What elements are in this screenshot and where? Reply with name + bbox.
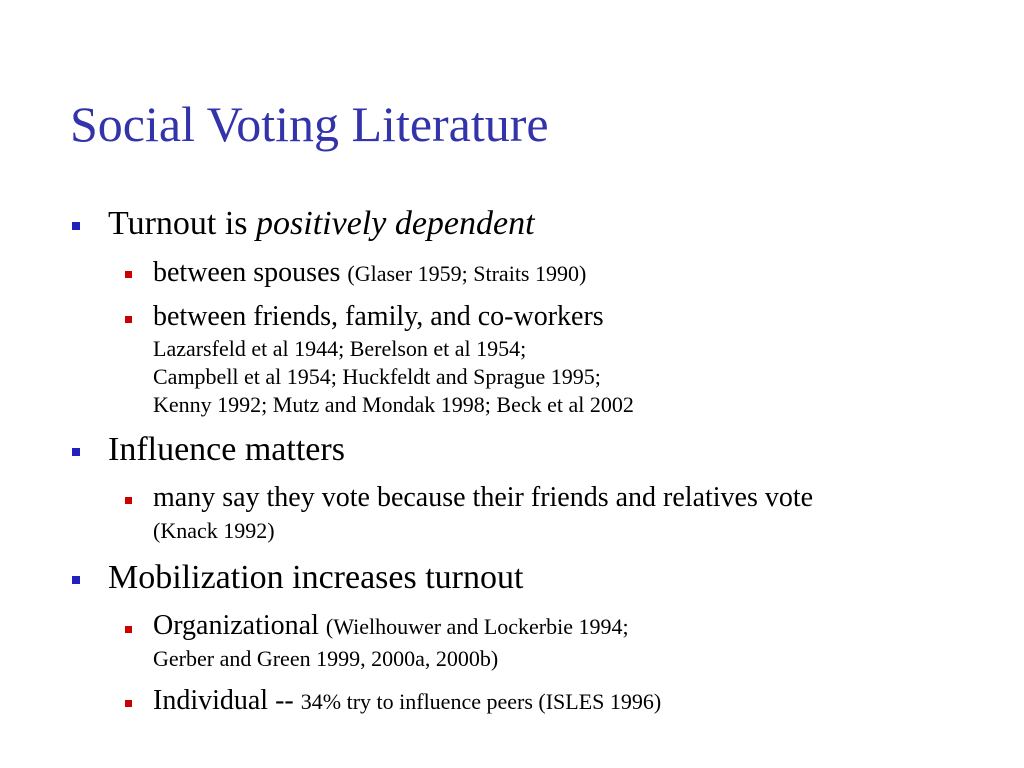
sub-bullet-organizational	[153, 609, 629, 644]
level1-bullet-square-icon	[72, 448, 80, 456]
sub-bullet-friends	[153, 300, 604, 334]
slide-title: Social Voting Literature	[70, 96, 549, 152]
bullet-mobilization	[108, 558, 523, 598]
bullet-turnout-emphasis: positively dependent	[256, 205, 535, 242]
level1-bullet-square-icon	[72, 576, 80, 584]
bullet-turnout-text: Turnout is	[108, 205, 257, 242]
level2-bullet-square-icon	[125, 497, 132, 504]
sub-bullet-spouses-text: between spouses	[153, 257, 348, 288]
bullet-influence-text: Influence matters	[108, 431, 345, 468]
bullet-mobilization-text: Mobilization increases turnout	[108, 559, 524, 596]
bullet-turnout	[108, 204, 535, 244]
sub-bullet-individual-text: Individual --	[153, 685, 301, 716]
level2-bullet-square-icon	[125, 271, 132, 278]
sub-bullet-friends-text: between friends, family, and co-workers	[153, 301, 604, 332]
sub-bullet-spouses	[153, 256, 586, 291]
sub-bullet-many-say-text: many say they vote because their friends and relatives vote	[153, 482, 814, 513]
citation-line: Gerber and Green 1999, 2000a, 2000b)	[153, 646, 499, 671]
sub-bullet-organizational-text: Organizational	[153, 610, 326, 641]
sub-bullet-individual	[153, 684, 661, 719]
sub-bullet-spouses-citation: (Glaser 1959; Straits 1990)	[347, 261, 587, 286]
level2-bullet-square-icon	[125, 316, 132, 323]
citation-line: Campbell et al 1954; Huckfeldt and Sprague 1995;	[153, 364, 601, 389]
sub-bullet-organizational-citation: (Wielhouwer and Lockerbie 1994;	[325, 614, 629, 639]
citation-line: Kenny 1992; Mutz and Mondak 1998; Beck et al 2002	[153, 392, 634, 417]
citation-line: (Knack 1992)	[153, 518, 275, 543]
bullet-influence	[108, 430, 345, 470]
level1-bullet-square-icon	[72, 222, 80, 230]
sub-bullet-individual-citation: 34% try to influence peers (ISLES 1996)	[300, 689, 662, 714]
level2-bullet-square-icon	[125, 626, 132, 633]
sub-bullet-many-say	[153, 481, 813, 515]
citation-line: Lazarsfeld et al 1944; Berelson et al 1954;	[153, 336, 527, 361]
level2-bullet-square-icon	[125, 700, 132, 707]
